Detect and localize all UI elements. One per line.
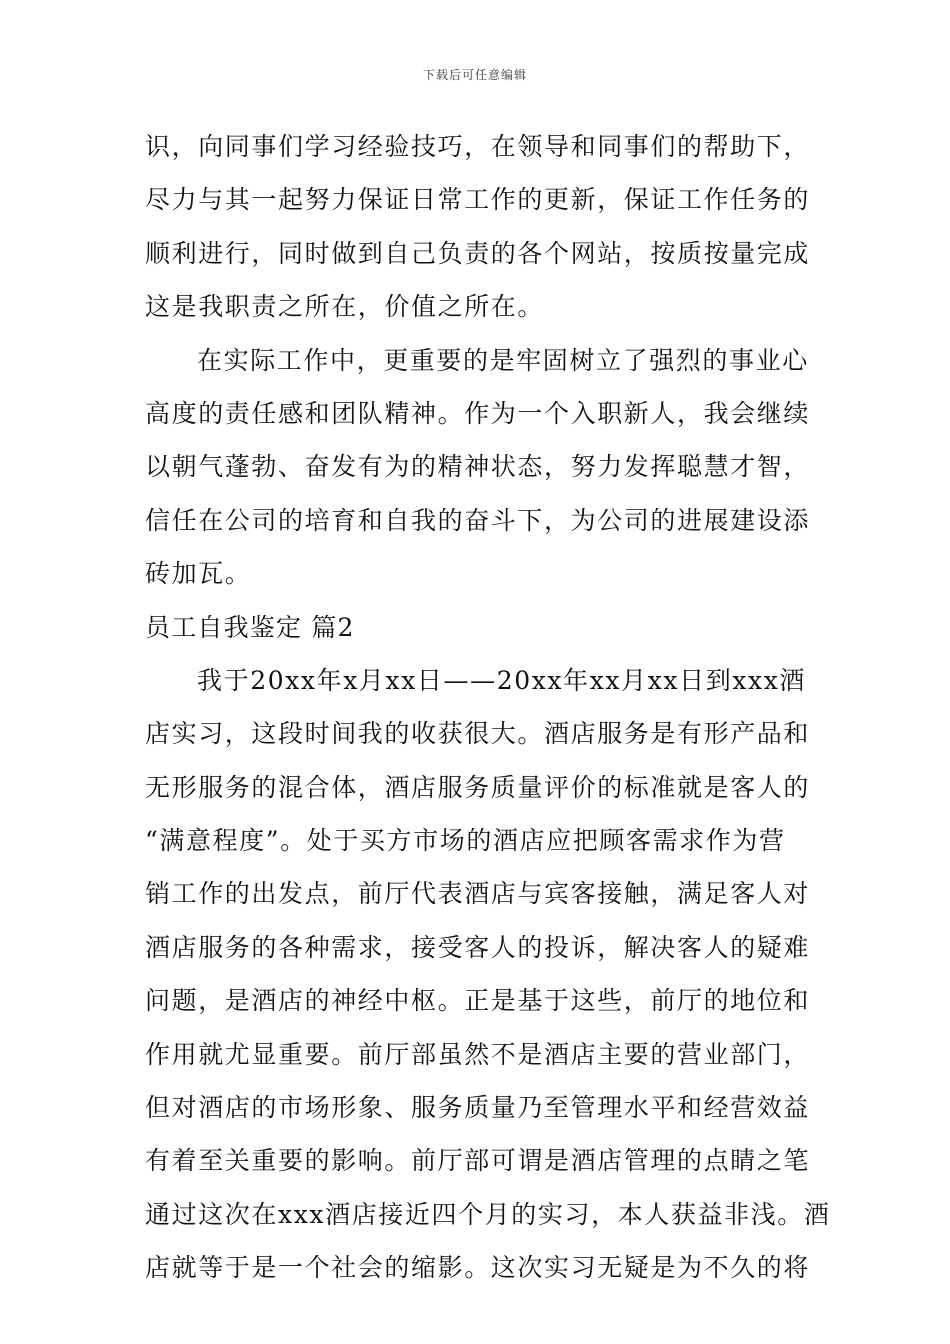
text-line: 识，向同事们学习经验技巧，在领导和同事们的帮助下，: [145, 132, 811, 161]
text-line: 顺利进行，同时做到自己负责的各个网站，按质按量完成: [145, 238, 811, 268]
text-line: “满意程度”。处于买方市场的酒店应把顾客需求作为营: [145, 826, 786, 856]
text-line: 酒店服务的各种需求，接受客人的投诉，解决客人的疑难: [145, 932, 811, 962]
text-line: 信任在公司的培育和自我的奋斗下，为公司的进展建设添: [145, 505, 811, 535]
text-line: 但对酒店的市场形象、服务质量乃至管理水平和经营效益: [145, 1093, 811, 1123]
text-line: 这是我职责之所在，价值之所在。: [145, 292, 545, 322]
text-line: 通过这次在xxx酒店接近四个月的实习，本人获益非浅。酒: [145, 1199, 831, 1229]
text-line: 砖加瓦。: [145, 559, 252, 589]
text-line: 销工作的出发点，前厅代表酒店与宾客接触，满足客人对: [145, 879, 811, 909]
text-line: 以朝气蓬勃、奋发有为的精神状态，努力发挥聪慧才智，: [145, 452, 811, 482]
text-line: 问题，是酒店的神经中枢。正是基于这些，前厅的地位和: [145, 986, 811, 1016]
paragraph-first-line: 在实际工作中，更重要的是牢固树立了强烈的事业心: [197, 345, 809, 375]
page-header-note: 下载后可任意编辑: [422, 68, 527, 82]
text-line: 尽力与其一起努力保证日常工作的更新，保证工作任务的: [145, 185, 811, 215]
document-body: [145, 127, 831, 1302]
text-line: 作用就尤显重要。前厅部虽然不是酒店主要的营业部门，: [145, 1039, 811, 1069]
text-line: 无形服务的混合体，酒店服务质量评价的标准就是客人的: [145, 772, 811, 802]
text-line: 店就等于是一个社会的缩影。这次实习无疑是为不久的将: [145, 1253, 811, 1283]
text-line: 有着至关重要的影响。前厅部可谓是酒店管理的点睛之笔: [145, 1146, 811, 1176]
text-line: 店实习，这段时间我的收获很大。酒店服务是有形产品和: [145, 719, 811, 749]
paragraph-first-line: 我于20xx年x月xx日——20xx年xx月xx日到xxx酒: [197, 665, 807, 695]
text-line: 高度的责任感和团队精神。作为一个入职新人，我会继续: [145, 398, 811, 428]
section-heading: 员工自我鉴定 篇2: [145, 612, 355, 642]
